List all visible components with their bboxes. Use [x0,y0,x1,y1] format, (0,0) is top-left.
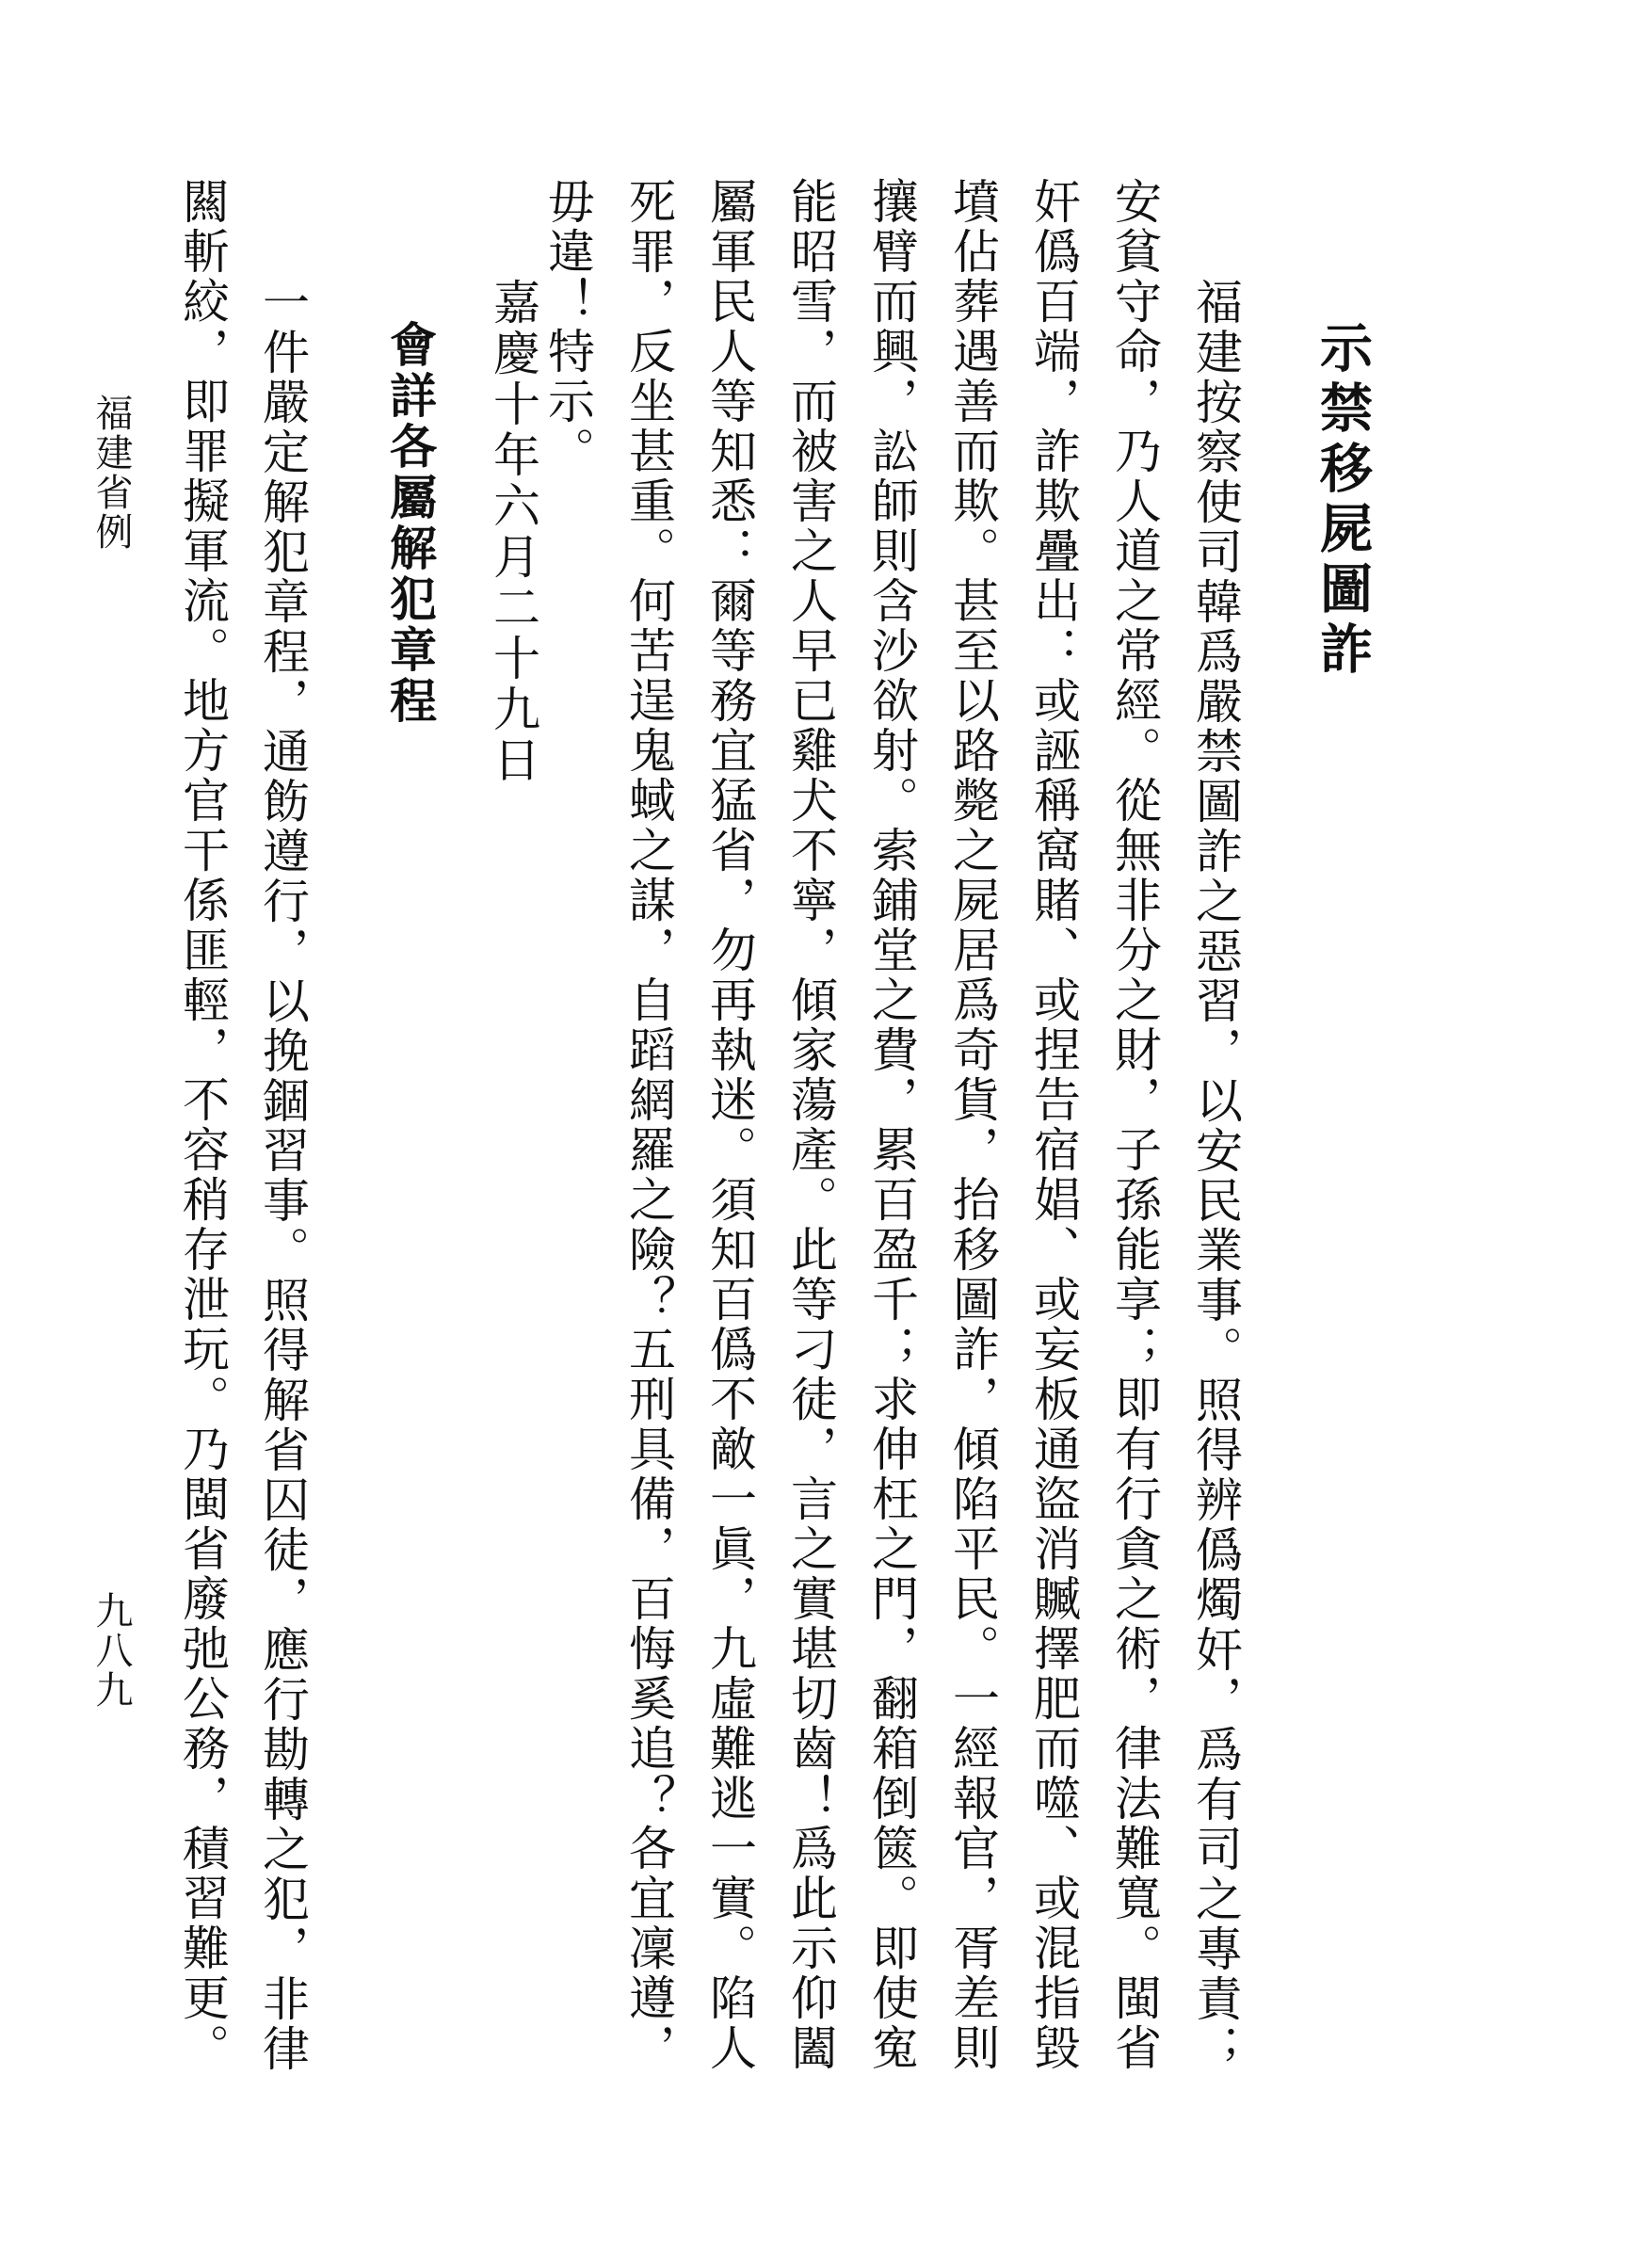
text-line: 死罪，反坐甚重。何苦逞鬼蜮之謀，自蹈網羅之險？五刑具備，百悔奚追？各宜凜遵， [621,177,676,2073]
text-line: 墳佔葬遇善而欺。甚至以路斃之屍居爲奇貨，抬移圖詐，傾陷平民。一經報官，胥差則 [945,177,1000,2073]
text-line: 攘臂而興，訟師則含沙欲射。索鋪堂之費，累百盈千；求伸枉之門，翻箱倒篋。即使寃 [864,177,919,2073]
text-line: 屬軍民人等知悉：爾等務宜猛省，勿再執迷。須知百僞不敵一眞，九虛難逃一實。陷人 [702,177,757,2073]
book-title: 福建省例 [89,394,133,552]
text-line: 福建按察使司韓爲嚴禁圖詐之惡習，以安民業事。照得辨僞燭奸，爲有司之專責； [1188,278,1243,2074]
text-line: 能昭雪，而被害之人早已雞犬不寧，傾家蕩產。此等刁徒，言之實堪切齒！爲此示仰闔 [783,177,838,2073]
text-line: 毋違！特示。 [540,177,595,476]
date-line: 嘉慶十年六月二十九日 [486,278,540,786]
text-line: 安貧守命，乃人道之常經。從無非分之財，子孫能享；即有行貪之術，律法難寬。閩省 [1107,177,1162,2073]
rule-line: 一件嚴定解犯章程，通飭遵行，以挽錮習事。照得解省囚徒，應行勘轉之犯，非律 [255,278,310,2074]
section-title: 會詳各屬解犯章程 [382,320,438,727]
page-title: 示禁移屍圖詐 [1312,320,1374,682]
rule-line: 闗斬絞，即罪擬軍流。地方官干係匪輕，不容稍存泄玩。乃閩省廢弛公務，積習難更。 [175,177,230,2073]
text-line: 奸僞百端，詐欺疊出：或誣稱窩賭、或捏告宿娼、或妄板通盜消贓擇肥而噬、或混指毀 [1026,177,1081,2073]
page-number: 九八九 [89,1591,133,1710]
